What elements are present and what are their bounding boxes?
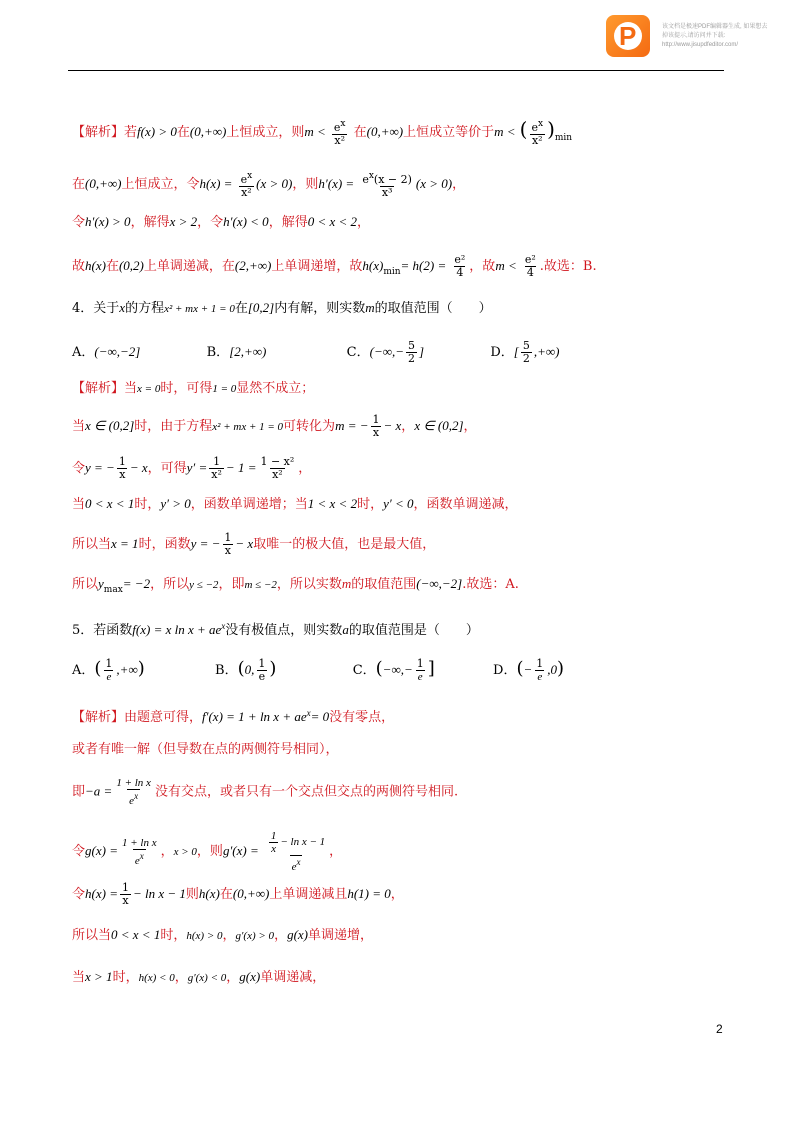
fraction: $\frac{e^x(x - 2)}{\text{x³}}$ <box>362 171 412 199</box>
q4-sol-1: 【解析】当x = 0时，可得1 = 0显然不成立； <box>72 381 315 396</box>
fraction: $\frac{5}{2}$ <box>408 339 416 365</box>
q5-sol-7: 当x > 1时，h(x) < 0，g′(x) < 0，g(x)单调递减， <box>72 969 326 985</box>
editor-watermark: 该文档是极速PDF编辑器生成, 如果想去掉该提示,请访问并下载: http://www.jisupdfeditor.com/ <box>662 24 768 48</box>
fraction: $\frac{\text{e²}}{4}$ <box>524 253 536 279</box>
fraction: $\frac{\text{e²}}{4}$ <box>454 253 466 279</box>
q5-sol-4: 令g(x) = $\frac{\text{1 + ln x}}{e^x}$ ，x > 0，则g′(x) = $\frac{1}{x}$ − ln x − 1 $e^x$ ， <box>72 830 343 873</box>
q5-sol-5: 令h(x) = $\frac{1}{x}$ − ln x − 1则h(x)在(0,+∞)上单调递减且h(1) = 0， <box>72 881 404 907</box>
fraction: $\frac{\text{1 + ln x}}{e^x}$ <box>116 777 151 807</box>
q5-sol-1: 【解析】由题意可得，$f'(x) = 1 + \ln x + ae^x= 0$没有零点， <box>72 708 395 725</box>
q4-options: A．(−∞,−2] B．[2,+∞) C．(−∞,− $\frac{5}{2}$ ] D．[ $\frac{5}{2}$ ,+∞) <box>72 339 560 365</box>
fraction: $\frac{e^x}{\text{x²}}$ <box>333 119 346 147</box>
fraction: $\frac{1}{e}$ <box>416 657 424 683</box>
q4-sol-4: 当0 < x < 1时，y′ > 0，函数单调递增；当1 < x < 2时，y′ < 0，函数单调递减， <box>72 496 518 512</box>
site-logo: P <box>606 15 650 57</box>
q4-sol-2: 当x ∈ (0,2]时，由于方程x² + mx + 1 = 0可转化为m = − $\frac{1}{x}$ − x，x ∈ (0,2]， <box>72 413 477 439</box>
fraction: $\frac{1}{x}$ <box>121 881 129 907</box>
q5-options: A．( $\frac{1}{e}$ ,+∞) B．(0, $\frac{1}{e}$ ) C．(−∞,− $\frac{1}{e}$ ] D．(− $\frac{1}{e}$ ,0) <box>72 657 565 683</box>
fraction: $\frac{1}{\text{x²}}$ <box>211 455 222 481</box>
fraction: $\frac{e^x}{\text{x²}}$ <box>531 119 544 147</box>
fraction: $\frac{1}{x}$ − ln x − 1 $e^x$ <box>270 830 326 873</box>
fraction: $\frac{\text{1 + ln x}}{e^x}$ <box>121 836 157 867</box>
q4-sol-6: 所以$y_{max}= -2$，所以y ≤ −2，即m ≤ −2，所以实数m的取值范围(−∞,−2].故选：A. <box>72 576 519 595</box>
fraction: $\frac{1}{x}$ <box>372 413 380 439</box>
fraction: $\frac{1}{e}$ <box>536 657 544 683</box>
q5-sol-2: 或者有唯一解（但导数在点的两侧符号相同）， <box>72 742 339 757</box>
fraction: $\frac{5}{2}$ <box>522 339 530 365</box>
q3-line-3: 令h′(x) > 0，解得x > 2，令h′(x) < 0，解得0 < x < 2， <box>72 214 371 230</box>
q4-sol-5: 所以当x = 1时，函数y = − $\frac{1}{x}$ − x取唯一的极大值，也是最大值， <box>72 531 436 557</box>
fraction: $\frac{1}{e}$ <box>258 657 266 683</box>
fraction: $\frac{1}{x}$ <box>224 531 232 557</box>
q3-line-2: 在(0,+∞)上恒成立，令h(x) = $\frac{e^x}{\text{x²}}$ (x > 0)，则h′(x) = $\frac{e^x(x - 2)}{\text{x³}}$ (x > 0)， <box>72 171 466 199</box>
header-rule <box>68 70 724 71</box>
fraction: $\frac{\text{1 − x²}}{\text{x²}}$ <box>260 455 295 481</box>
fraction: $\frac{1}{x}$ <box>118 455 126 481</box>
q5-stem: 5．若函数f(x) = x $\ln x + ae^x$没有极值点，则实数a的取值范围是（ ） <box>72 621 479 638</box>
q4-sol-3: 令y = − $\frac{1}{x}$ − x，可得y′ = $\frac{1}{\text{x²}}$ − 1 = $\frac{\text{1 − x²}}{\text{x²}}$ ， <box>72 455 312 481</box>
q3-line-1: 【解析】若f(x) > 0在(0,+∞)上恒成立，则m < $\frac{e^x}{\text{x²}}$ 在(0,+∞)上恒成立等价于m < ( $\frac{e^x}{\text{x²}}$ )$_{min}$ <box>72 117 573 147</box>
q5-sol-3: 即−a = $\frac{\text{1 + ln x}}{e^x}$ 没有交点，或者只有一个交点但交点的两侧符号相同. <box>72 777 459 807</box>
q5-sol-6: 所以当0 < x < 1时，h(x) > 0，g′(x) > 0，g(x)单调递增， <box>72 927 374 943</box>
page-number: 2 <box>716 1022 723 1036</box>
q3-line-4: 故h(x)在(0,2)上单调递减，在(2,+∞)上单调递增，故$h(x)_{min}= h(2)$ = $\frac{\text{e²}}{4}$ ，故m < $\frac{\text{e²}}{4}$ .故选：B. <box>72 253 597 279</box>
fraction: $\frac{e^x}{\text{x²}}$ <box>240 171 253 199</box>
q4-stem: 4．关于x的方程x² + mx + 1 = 0在[0,2]内有解，则实数m的取值范围（ ） <box>72 300 492 316</box>
fraction: $\frac{1}{e}$ <box>105 657 113 683</box>
